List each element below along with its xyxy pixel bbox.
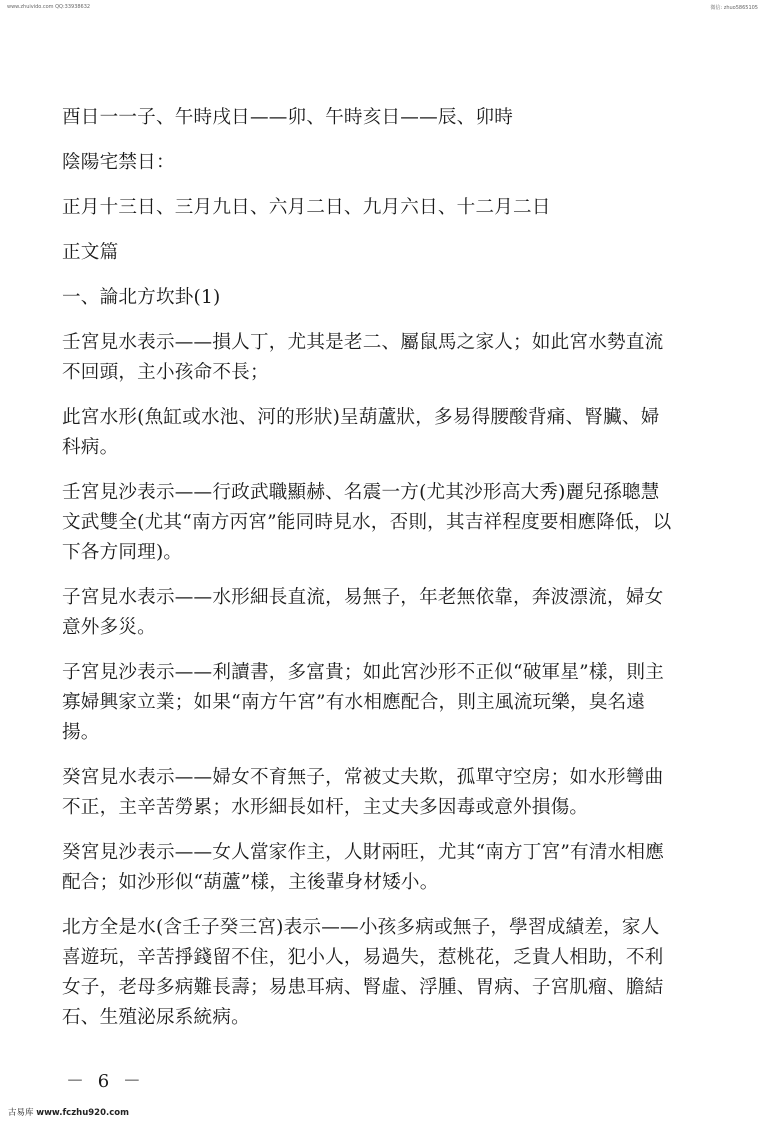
page-number: － 6 － bbox=[66, 1071, 145, 1092]
paragraph-gui-water: 癸宮見水表示——婦女不育無子，常被丈夫欺，孤單守空房；如水形彎曲不正，主辛苦勞累；水形細長如杆，主丈夫多因毒或意外損傷。 bbox=[62, 767, 664, 818]
footer-watermark bbox=[8, 1106, 129, 1118]
paragraph-zi-sand: 子宮見沙表示——利讀書，多富貴；如此宮沙形不正似“破軍星”樣，則主寡婦興家立業；如果“南方午宮”有水相應配合，則主風流玩樂，臭名遠揚。 bbox=[62, 662, 665, 743]
section-heading-north-kan: 一、論北方坎卦(1) bbox=[62, 287, 221, 308]
paragraph-ren-sand: 壬宮見沙表示——行政武職顯赫、名震一方(尤其沙形高大秀)麗兒孫聰慧文武雙全(尤其“南方丙宮”能同時見水，否則，其吉祥程度要相應降低，以下各方同理)。 bbox=[62, 482, 672, 563]
paragraph-forbidden-days-heading: 陰陽宅禁日： bbox=[62, 152, 175, 173]
paragraph-north-all-water: 北方全是水(含壬子癸三宮)表示——小孩多病或無子，學習成績差，家人喜遊玩，辛苦掙錢留不住，犯小人，易過失，惹桃花，乏貴人相助，不利女子，老母多病難長壽；易患耳病、腎虛、浮腫、胃病、子宮肌瘤、膽結石、生殖泌尿系統病。 bbox=[62, 917, 664, 1028]
footer-domain: www.fczhu920.com bbox=[36, 1108, 129, 1118]
paragraph-gui-sand: 癸宮見沙表示——女人當家作主，人財兩旺，尤其“南方丁宮”有清水相應配合；如沙形似“葫蘆”樣，主後輩身材矮小。 bbox=[62, 842, 665, 893]
header-right-text: 微信: zhuo5865105 bbox=[710, 5, 758, 11]
footer-site-name: 古易库 bbox=[8, 1108, 34, 1118]
paragraph-time-rules: 酉日一一子、午時戌日——卯、午時亥日——辰、卯時 bbox=[62, 107, 514, 128]
paragraph-water-shape: 此宮水形(魚缸或水池、河的形狀)呈葫蘆狀，多易得腰酸背痛、腎臟、婦科病。 bbox=[62, 407, 660, 458]
section-heading-main-text: 正文篇 bbox=[62, 242, 119, 263]
paragraph-ren-water: 壬宮見水表示——損人丁，尤其是老二、屬鼠馬之家人；如此宮水勢直流不回頭，主小孩命不長； bbox=[62, 332, 664, 383]
paragraph-zi-water: 子宮見水表示——水形細長直流，易無子，年老無依靠，奔波漂流，婦女意外多災。 bbox=[62, 587, 664, 638]
document-body bbox=[62, 103, 678, 1047]
header-left-text: www.zhuivido.com QQ:33938632 bbox=[7, 4, 91, 10]
paragraph-forbidden-days-list: 正月十三日、三月九日、六月二日、九月六日、十二月二日 bbox=[62, 197, 551, 218]
